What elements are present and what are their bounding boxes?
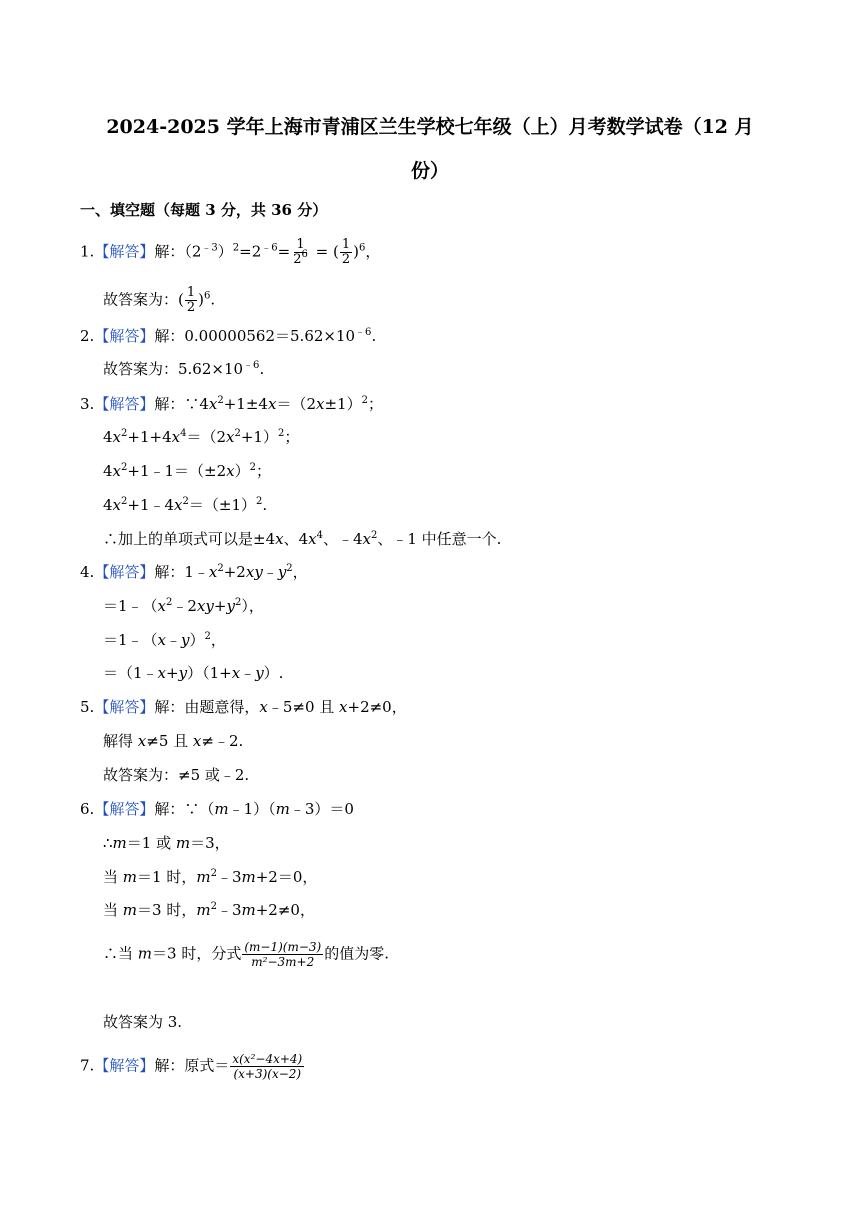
q4-step-4: ＝（1﹣x+y）（1+x﹣y）. xyxy=(103,664,284,682)
q1-fraction: $\frac{1}{2^6}$ xyxy=(293,237,308,267)
page-title-line-2: 份） xyxy=(410,160,449,182)
q6-fraction: $\frac{(m-1)(m-3)}{\text{m²−3m+2}}$ xyxy=(244,940,322,969)
q5-answer: 5.【解答】解：由题意得，x﹣5≠0 且 x+2≠0， xyxy=(80,698,407,716)
q1-answer: 1.【解答】解：$(2^{﹣3})^2=2^{﹣6}=$ $\frac{1}{2^6}$ = ( $\frac{1}{2}$ )$^6$， xyxy=(80,237,381,267)
q6-step-3: 当 m＝1 时，$m^2﹣3m+2=0$， xyxy=(103,868,318,886)
answer-tag: 【解答】 xyxy=(94,242,155,261)
q2-answer: 2.【解答】解：$0.00000562=5.62\times 10^{﹣6}$. xyxy=(80,327,377,345)
q3-answer: 3.【解答】解：$\because 4x^2+1\pm 4x=(2x\pm 1)^2$； xyxy=(80,395,383,413)
q3-step-3: $4x^2+1﹣1=(\pm 2x)^2$； xyxy=(103,462,272,480)
q1-number: 1. xyxy=(80,242,95,261)
q2-final-answer: 故答案为：$5.62\times 10^{﹣6}$. xyxy=(103,360,265,378)
q6-answer: 6.【解答】解：∵（m﹣1）（m﹣3）＝0 xyxy=(80,800,354,818)
q3-step-2: $4x^2+1+4x^4=(2x^2+1)^2$； xyxy=(103,428,300,446)
q4-step-2: $=1﹣(x^2﹣2xy+y^2)$， xyxy=(103,597,264,615)
q4-step-3: ＝1﹣（x﹣y）$^2$， xyxy=(103,631,226,649)
section-heading: 一、填空题（每题 3 分，共 36 分） xyxy=(80,201,328,219)
q1-final-answer: 故答案为：( $\frac{1}{2}$ )$^6$. xyxy=(103,285,216,315)
q7-answer: 7.【解答】解：原式＝ $\frac{\text{x(x²−4x+4)}}{(x+3)(x-2)}$ xyxy=(80,1052,303,1081)
q5-step-2: 解得 x≠5 且 x≠﹣2. xyxy=(103,732,244,750)
q1-final-fraction: $\frac{1}{2}$ xyxy=(186,285,196,315)
q6-step-2: ∴m＝1 或 m＝3， xyxy=(103,834,230,852)
q1-half-fraction: $\frac{1}{2}$ xyxy=(341,237,351,267)
q3-step-4: $4x^2+1﹣4x^2=(\pm 1)^2$. xyxy=(103,496,268,514)
q6-step-4: 当 m＝3 时，$m^2﹣3m+2\ne 0$， xyxy=(103,901,315,919)
page-title-line-1: 2024-2025 学年上海市青浦区兰生学校七年级（上）月考数学试卷（12 月 xyxy=(106,116,754,138)
q7-fraction: $\frac{\text{x(x²−4x+4)}}{(x+3)(x-2)}$ xyxy=(232,1052,303,1081)
q4-answer: 4.【解答】解：$1﹣x^2+2xy﹣y^2$， xyxy=(80,563,308,581)
q6-final-answer: 故答案为 3. xyxy=(103,1013,183,1031)
q6-conclusion: ∴当 m＝3 时，分式 $\frac{(m-1)(m-3)}{\text{m²−3m+2}}$ 的值为零. xyxy=(103,940,389,969)
answer-lead: 解： xyxy=(154,242,185,261)
q5-final-answer: 故答案为：≠5 或﹣2. xyxy=(103,766,250,784)
q3-conclusion: ∴加上的单项式可以是±4x、$4x^4$、$﹣4x^2$、﹣1 中任意一个. xyxy=(103,530,502,548)
